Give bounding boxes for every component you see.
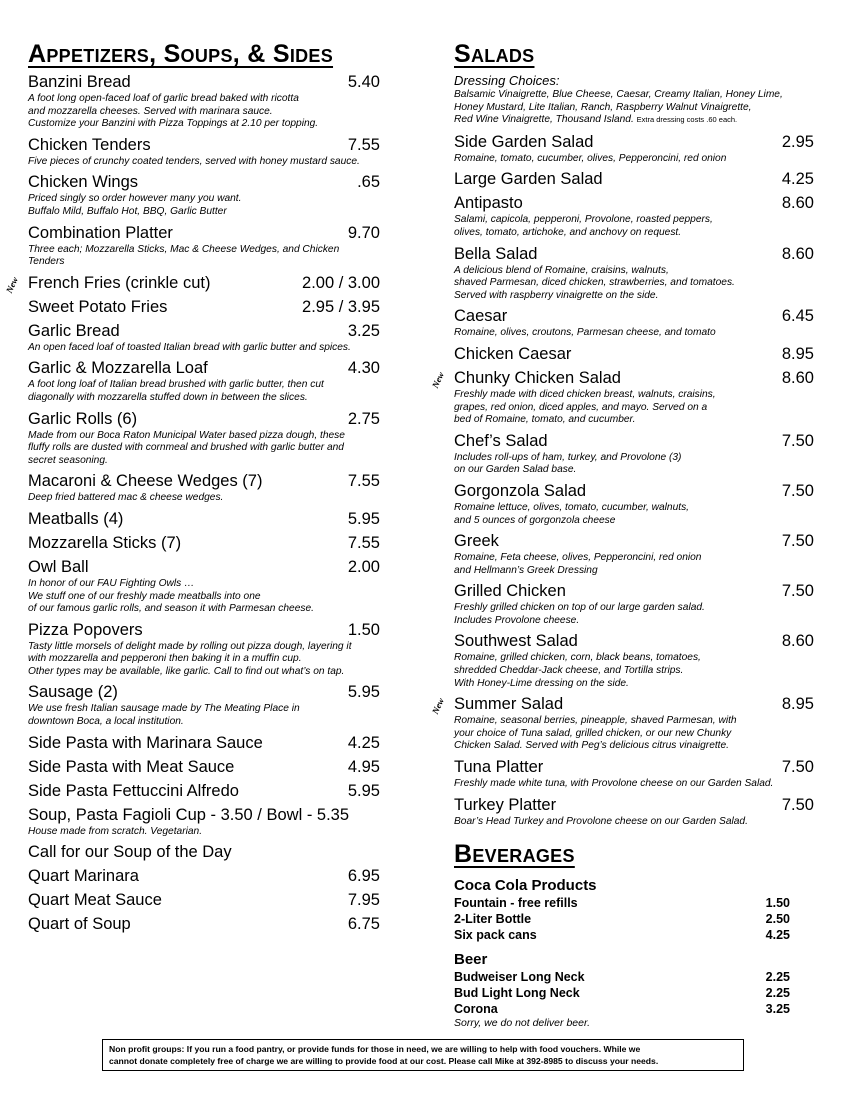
- description-line: Priced singly so order however many you want.: [28, 193, 242, 205]
- menu-item-row: [28, 73, 380, 92]
- menu-item: [28, 534, 380, 553]
- menu-item-price: 7.50: [781, 758, 814, 777]
- description-line: We stuff one of our freshly made meatballs into one: [28, 590, 261, 602]
- menu-item: [454, 133, 814, 166]
- beverage-price: 3.25: [765, 1002, 790, 1017]
- menu-item: [28, 806, 380, 839]
- description-line: fluffy rolls are dusted with cornmeal and brushed with garlic butter and: [28, 442, 344, 454]
- menu-item-name: Gorgonzola Salad: [454, 481, 587, 500]
- description-line: Freshly made with diced chicken breast, walnuts, craisins,: [454, 388, 716, 400]
- svg-text:New: New: [429, 370, 447, 390]
- menu-item-row: [28, 173, 380, 192]
- beverage-row: [454, 985, 790, 1001]
- menu-item: [28, 683, 380, 728]
- menu-item-price: 8.60: [781, 244, 814, 263]
- menu-item-row: [28, 806, 380, 825]
- dressing-line: Balsamic Vinaigrette, Blue Cheese, Caesar, Creamy Italian, Honey Lime,: [454, 89, 783, 100]
- menu-item-row: [28, 359, 380, 378]
- menu-item-name: Garlic Rolls (6): [28, 409, 138, 428]
- menu-item-row: [454, 133, 814, 152]
- description-line: with mozzarella and pepperoni then baking it in a muffin cup.: [28, 653, 302, 665]
- menu-item-row: [454, 432, 814, 451]
- menu-item-name: Side Pasta with Marinara Sauce: [28, 733, 263, 752]
- description-line: A foot long open-faced loaf of garlic bread baked with ricotta: [28, 93, 299, 104]
- beverages-title: Beverages: [454, 840, 575, 869]
- menu-item: [454, 307, 814, 340]
- menu-item-row: [454, 307, 814, 326]
- description-line: of our famous garlic rolls, and season it with Parmesan cheese.: [28, 603, 314, 615]
- description-line: and 5 ounces of gorgonzola cheese: [454, 514, 616, 526]
- menu-item-price: 5.95: [347, 509, 380, 528]
- description-line: We use fresh Italian sausage made by The Meating Place in: [28, 703, 300, 715]
- beverage-group-title: Coca Cola Products: [454, 877, 597, 895]
- menu-item-price: 5.95: [347, 781, 380, 800]
- menu-item: [28, 758, 380, 777]
- menu-item-name: Side Garden Salad: [454, 132, 594, 151]
- menu-item-row: [454, 632, 814, 651]
- beverage-row: [454, 895, 790, 911]
- menu-item-description: [454, 502, 814, 527]
- menu-item-row: [28, 534, 380, 553]
- menu-item-description: [28, 492, 380, 505]
- menu-item: [28, 558, 380, 616]
- menu-item-name: Pizza Popovers: [28, 620, 143, 639]
- footer-line: cannot donate completely free of charge we are willing to provide food at our cost. Please call Mike at 392-8985 to discuss your needs.: [109, 1056, 659, 1066]
- menu-item-row: [454, 170, 814, 189]
- salads-list: [429, 132, 814, 828]
- menu-item-name: Large Garden Salad: [454, 170, 603, 189]
- menu-item-name: Sweet Potato Fries: [28, 297, 168, 316]
- appetizers-title: Appetizers, Soups, & Sides: [28, 40, 334, 68]
- menu-item: [28, 410, 380, 468]
- menu-item-row: [28, 472, 380, 491]
- menu-item: [28, 136, 380, 169]
- menu-item-name: Turkey Platter: [454, 795, 557, 814]
- menu-item-price: 6.45: [781, 307, 814, 326]
- menu-item-description: [454, 389, 814, 427]
- menu-item: [28, 322, 380, 355]
- description-line: Romaine lettuce, olives, tomato, cucumber, walnuts,: [454, 501, 689, 513]
- menu-item-row: [28, 758, 380, 777]
- menu-item-price: 4.95: [347, 757, 380, 776]
- beverage-name: Budweiser Long Neck: [454, 970, 585, 985]
- menu-item-description: [454, 552, 814, 577]
- menu-item-row: [454, 482, 814, 501]
- menu-item-row: [454, 695, 814, 714]
- menu-item-description: [454, 816, 814, 829]
- beverage-price: 2.25: [765, 986, 790, 1001]
- description-line: and mozzarella cheeses. Served with marinara sauce.: [28, 105, 273, 117]
- beverage-note: Sorry, we do not deliver beer.: [454, 1017, 590, 1030]
- menu-item-price: 5.40: [347, 73, 380, 91]
- menu-item-price: 6.75: [347, 915, 380, 934]
- description-line: on our Garden Salad base.: [454, 464, 577, 476]
- description-line: bed of Romaine, tomato, and cucumber.: [454, 414, 636, 426]
- description-line: Salami, capicola, pepperoni, Provolone, roasted peppers,: [454, 214, 713, 226]
- menu-item-price: 4.30: [347, 359, 380, 378]
- menu-item-name: Bella Salad: [454, 244, 538, 263]
- beverage-price: 2.50: [765, 912, 790, 927]
- menu-item-name: Quart Meat Sauce: [28, 891, 162, 910]
- dressing-label: Dressing Choices:: [454, 73, 560, 88]
- menu-item-price: 2.00: [347, 557, 380, 576]
- menu-item: [28, 621, 380, 679]
- new-badge-icon: [428, 693, 448, 719]
- menu-item: [28, 298, 380, 317]
- menu-item-name: Side Pasta Fettuccini Alfredo: [28, 781, 239, 800]
- beverage-group-title: Beer: [454, 951, 488, 969]
- menu-item-name: Garlic & Mozzarella Loaf: [28, 359, 208, 378]
- menu-item-name: Banzini Bread: [28, 73, 131, 91]
- dressing-line: Honey Mustard, Lite Italian, Ranch, Raspberry Walnut Vinaigrette,: [454, 101, 752, 113]
- description-line: Freshly grilled chicken on top of our large garden salad.: [454, 602, 705, 614]
- description-line: Romaine, olives, croutons, Parmesan cheese, and tomato: [454, 327, 716, 339]
- dressing-line: Red Wine Vinaigrette, Thousand Island. Extra dressing costs .60 each.: [454, 114, 738, 126]
- menu-item: [454, 532, 814, 577]
- menu-item: [28, 224, 380, 269]
- beverage-name: 2-Liter Bottle: [454, 912, 532, 927]
- menu-item: [28, 867, 380, 886]
- menu-item-price: 2.95 / 3.95: [302, 297, 380, 316]
- menu-item-price: 2.00 / 3.00: [302, 273, 380, 292]
- menu-item-name: Chunky Chicken Salad: [454, 368, 621, 387]
- menu-item-price: 7.50: [781, 481, 814, 500]
- description-line: Five pieces of crunchy coated tenders, served with honey mustard sauce.: [28, 155, 360, 167]
- menu-item-row: [454, 194, 814, 213]
- menu-item-price: 1.50: [347, 620, 380, 639]
- menu-item-name: French Fries (crinkle cut): [28, 273, 211, 292]
- menu-item-price: 8.95: [781, 695, 814, 714]
- description-line: Tasty little morsels of delight made by rolling out pizza dough, layering it: [28, 640, 352, 652]
- beverage-name: Six pack cans: [454, 928, 537, 943]
- menu-item-description: [28, 430, 380, 468]
- menu-item: [429, 695, 814, 753]
- beverage-price: 2.25: [765, 970, 790, 985]
- menu-item-description: [28, 826, 380, 839]
- menu-item-price: .65: [357, 173, 380, 192]
- menu-item: [454, 170, 814, 189]
- menu-item: [28, 843, 380, 862]
- description-line: grapes, red onion, diced apples, and mayo. Served on a: [454, 401, 708, 413]
- menu-item: [28, 734, 380, 753]
- menu-item-price: 7.50: [781, 795, 814, 814]
- menu-item-description: [454, 452, 814, 477]
- description-line: downtown Boca, a local institution.: [28, 716, 184, 728]
- menu-item: [28, 173, 380, 218]
- svg-text:New: New: [3, 275, 21, 295]
- menu-item-row: [28, 683, 380, 702]
- menu-item-name: Antipasto: [454, 194, 523, 213]
- menu-item-row: [454, 758, 814, 777]
- menu-item-price: 7.50: [781, 532, 814, 551]
- beverage-row: [454, 927, 790, 943]
- menu-item-description: [454, 265, 814, 303]
- menu-item-description: [28, 379, 380, 404]
- description-line: Romaine, tomato, cucumber, olives, Pepperoncini, red onion: [454, 152, 727, 164]
- beverage-row: [454, 969, 790, 985]
- salads-title: Salads: [454, 40, 535, 68]
- extra-dressing-note: Extra dressing costs .60 each.: [636, 115, 738, 125]
- menu-item: [429, 368, 814, 427]
- menu-item-name: Caesar: [454, 307, 508, 326]
- menu-item-row: [28, 843, 380, 862]
- menu-item-price: 7.55: [347, 472, 380, 491]
- menu-item-name: Owl Ball: [28, 557, 89, 576]
- menu-item-row: [454, 582, 814, 601]
- description-line: With Honey-Lime dressing on the side.: [454, 677, 629, 689]
- menu-item-name: Side Pasta with Meat Sauce: [28, 757, 235, 776]
- menu-item-name: Greek: [454, 532, 499, 551]
- description-line: Customize your Banzini with Pizza Toppings at 2.10 per topping.: [28, 118, 319, 130]
- menu-item-name: Quart Marinara: [28, 867, 139, 886]
- description-line: diagonally with mozzarella stuffed down in between the slices.: [28, 391, 308, 403]
- description-line: and Hellmann’s Greek Dressing: [454, 564, 598, 576]
- menu-item-price: 6.95: [347, 867, 380, 886]
- menu-item-price: 8.60: [781, 368, 814, 387]
- menu-item-row: [28, 410, 380, 429]
- menu-item-row: [28, 891, 380, 910]
- salads-column: [429, 40, 814, 1030]
- description-line: A delicious blend of Romaine, craisins, walnuts,: [454, 264, 669, 276]
- menu-item-price: 2.75: [347, 409, 380, 428]
- beverages-list: [454, 877, 814, 1030]
- menu-item-description: [454, 715, 814, 753]
- menu-item-name: Quart of Soup: [28, 915, 131, 934]
- menu-item-name: Meatballs (4): [28, 509, 124, 528]
- menu-item-name: Tuna Platter: [454, 758, 544, 777]
- menu-item-row: [28, 867, 380, 886]
- description-line: Buffalo Mild, Buffalo Hot, BBQ, Garlic Butter: [28, 205, 227, 217]
- menu-item: [28, 359, 380, 404]
- description-line: Boar’s Head Turkey and Provolone cheese on our Garden Salad.: [454, 815, 748, 827]
- svg-text:New: New: [429, 696, 447, 716]
- menu-item-name: Southwest Salad: [454, 632, 578, 651]
- menu-item: [454, 582, 814, 627]
- menu-item-description: [28, 244, 380, 269]
- menu-item: [28, 915, 380, 934]
- description-line: House made from scratch. Vegetarian.: [28, 825, 203, 837]
- new-badge-icon: [2, 272, 22, 298]
- description-line: Tenders: [28, 256, 65, 268]
- menu-item: [454, 632, 814, 690]
- menu-item-description: [28, 578, 380, 616]
- menu-item: [28, 510, 380, 529]
- menu-item-description: [454, 153, 814, 166]
- menu-item-name: Call for our Soup of the Day: [28, 843, 232, 862]
- appetizers-column: [3, 40, 380, 939]
- menu-item-description: [454, 652, 814, 690]
- menu-item-price: 7.55: [347, 533, 380, 552]
- beverage-row: [454, 911, 790, 927]
- menu-item-description: [28, 93, 380, 131]
- menu-item: [454, 245, 814, 303]
- menu-item-row: [454, 245, 814, 264]
- description-line: Includes Provolone cheese.: [454, 614, 580, 626]
- footer-line: Non profit groups: If you run a food pantry, or provide funds for those in need, we are willing to help with food vouchers. While we: [109, 1044, 641, 1054]
- menu-item-row: [454, 532, 814, 551]
- beverage-price: 1.50: [765, 896, 790, 911]
- menu-item-description: [454, 327, 814, 340]
- menu-item: [454, 194, 814, 239]
- menu-item-description: [28, 342, 380, 355]
- menu-item: [454, 758, 814, 791]
- menu-item: [454, 482, 814, 527]
- menu-item-description: [28, 703, 380, 728]
- menu-item-row: [28, 322, 380, 341]
- beverage-price: 4.25: [765, 928, 790, 943]
- menu-item-price: 4.25: [347, 733, 380, 752]
- menu-item-price: 4.25: [781, 170, 814, 189]
- menu-item-description: [28, 193, 380, 218]
- menu-item-row: [28, 136, 380, 155]
- description-line: Freshly made white tuna, with Provolone cheese on our Garden Salad.: [454, 778, 774, 790]
- description-line: Three each; Mozzarella Sticks, Mac & Cheese Wedges, and Chicken: [28, 243, 340, 255]
- menu-item: [454, 796, 814, 829]
- menu-item-row: [454, 369, 814, 388]
- menu-item-price: 8.60: [781, 632, 814, 651]
- dressing-choices: [454, 89, 814, 127]
- menu-item-row: [28, 621, 380, 640]
- menu-item: [454, 432, 814, 477]
- menu-item-price: 9.70: [347, 223, 380, 242]
- menu-item-name: Macaroni & Cheese Wedges (7): [28, 472, 263, 491]
- description-line: Romaine, seasonal berries, pineapple, shaved Parmesan, with: [454, 715, 737, 727]
- menu-item-price: 7.95: [347, 891, 380, 910]
- menu-item-name: Mozzarella Sticks (7): [28, 533, 182, 552]
- menu-item-description: [454, 214, 814, 239]
- menu-item-name: Chicken Wings: [28, 173, 139, 192]
- menu-item-name: Soup, Pasta Fagioli Cup - 3.50 / Bowl - 5.35: [28, 805, 350, 824]
- menu-item-name: Summer Salad: [454, 695, 564, 714]
- menu-item-price: 7.50: [781, 431, 814, 450]
- menu-item: [28, 891, 380, 910]
- description-line: Deep fried battered mac & cheese wedges.: [28, 492, 224, 504]
- description-line: Other types may be available, like garlic. Call to find out what’s on tap.: [28, 665, 345, 677]
- menu-item-price: 3.25: [347, 321, 380, 340]
- appetizers-list: [3, 73, 380, 934]
- description-line: shredded Cheddar-Jack cheese, and Tortilla strips.: [454, 665, 684, 677]
- menu-item: [28, 73, 380, 131]
- menu-item-row: [28, 734, 380, 753]
- menu-item-description: [454, 602, 814, 627]
- description-line: Includes roll-ups of ham, turkey, and Provolone (3): [454, 451, 682, 463]
- menu-item-price: 7.50: [781, 582, 814, 601]
- menu-item-name: Chicken Tenders: [28, 135, 151, 154]
- menu-item-row: [28, 915, 380, 934]
- menu-item: [3, 273, 380, 295]
- menu-item-row: [28, 558, 380, 577]
- menu-item-row: [28, 224, 380, 243]
- menu-item-description: [454, 778, 814, 791]
- menu-item-name: Sausage (2): [28, 683, 118, 702]
- menu-item-row: [28, 782, 380, 801]
- menu-item-name: Garlic Bread: [28, 321, 120, 340]
- description-line: shaved Parmesan, diced chicken, strawberries, and tomatoes.: [454, 277, 735, 289]
- menu-item-row: [454, 345, 814, 364]
- description-line: olives, tomato, artichoke, and anchovy on request.: [454, 226, 682, 238]
- description-line: In honor of our FAU Fighting Owls …: [28, 577, 195, 589]
- menu-item-name: Chef’s Salad: [454, 431, 548, 450]
- description-line: Served with raspberry vinaigrette on the side.: [454, 289, 659, 301]
- menu-item: [28, 472, 380, 505]
- menu-item-price: 7.55: [347, 135, 380, 154]
- menu-item-row: [454, 796, 814, 815]
- menu-item-price: 8.60: [781, 194, 814, 213]
- menu-item-name: Combination Platter: [28, 223, 173, 242]
- description-line: Romaine, Feta cheese, olives, Pepperoncini, red onion: [454, 552, 702, 564]
- description-line: your choice of Tuna salad, grilled chicken, or our new Chunky: [454, 727, 732, 739]
- menu-item-name: Chicken Caesar: [454, 344, 572, 363]
- nonprofit-notice: [102, 1039, 744, 1071]
- menu-item-row: [28, 510, 380, 529]
- menu-item: [454, 345, 814, 364]
- menu-item-description: [28, 156, 380, 169]
- beverage-name: Fountain - free refills: [454, 896, 578, 911]
- menu-item-price: 2.95: [781, 132, 814, 151]
- description-line: Chicken Salad. Served with Peg’s delicious citrus vinaigrette.: [454, 740, 730, 752]
- menu-item-name: Grilled Chicken: [454, 582, 566, 601]
- beverage-name: Corona: [454, 1002, 498, 1017]
- description-line: A foot long loaf of Italian bread brushed with garlic butter, then cut: [28, 379, 324, 391]
- menu-item-price: 5.95: [347, 683, 380, 702]
- beverage-row: [454, 1001, 790, 1017]
- menu-item-description: [28, 641, 380, 679]
- description-line: Made from our Boca Raton Municipal Water based pizza dough, these: [28, 429, 345, 441]
- new-badge-icon: [428, 367, 448, 393]
- description-line: Romaine, grilled chicken, corn, black beans, tomatoes,: [454, 652, 701, 664]
- menu-item-price: 8.95: [781, 344, 814, 363]
- description-line: An open faced loaf of toasted Italian bread with garlic butter and spices.: [28, 341, 351, 353]
- beverage-name: Bud Light Long Neck: [454, 986, 580, 1001]
- description-line: secret seasoning.: [28, 454, 108, 466]
- menu-item: [28, 782, 380, 801]
